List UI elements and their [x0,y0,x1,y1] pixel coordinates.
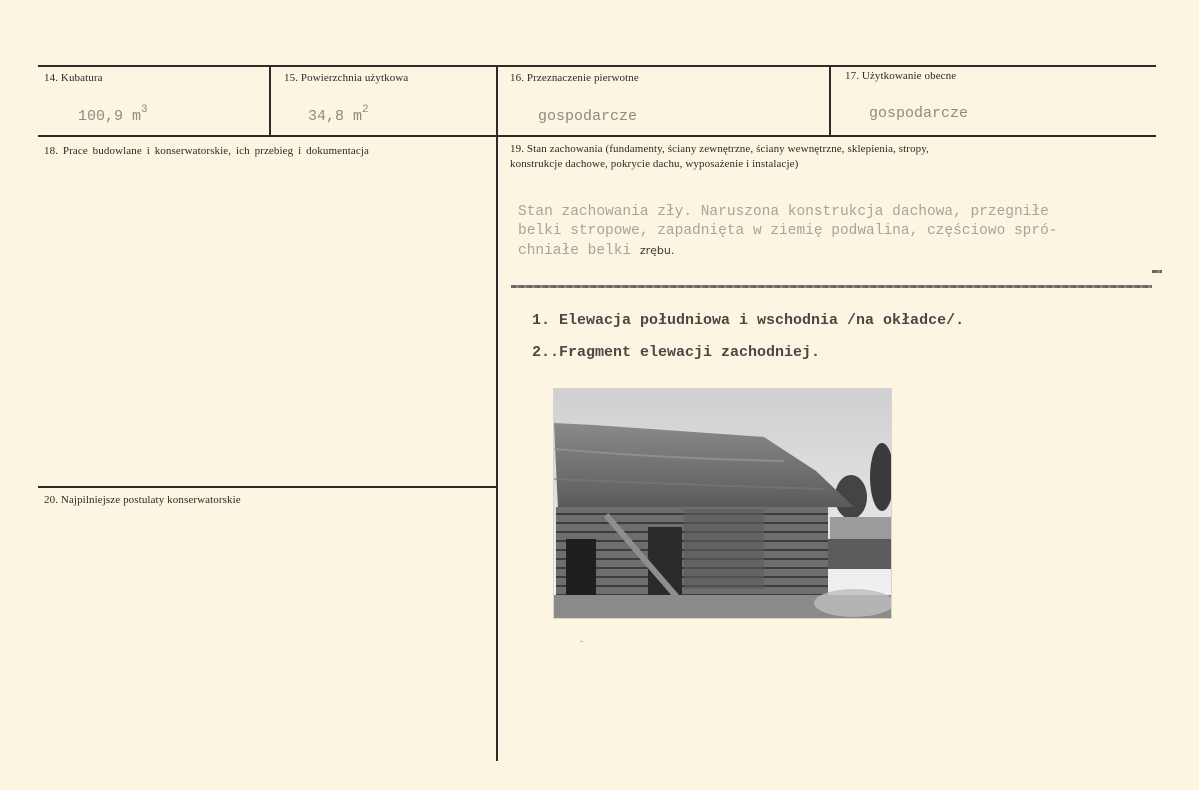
typed-margin-mark [1152,270,1162,273]
field-16-label: 16. Przeznaczenie pierwotne [510,72,639,84]
field-20-label: 20. Najpilniejsze postulaty konserwatorskie [44,494,241,506]
field-15-unit-sup: 2 [362,104,369,116]
photo-caption-1: 1. Elewacja południowa i wschodnia /na okładce/. [532,312,965,329]
field-14-value-text: 100,9 m [78,108,142,125]
field-15-value-text: 34,8 m [308,108,363,125]
field-19-label-line2: konstrukcje dachowe, pokrycie dachu, wyposażenie i instalacje) [510,158,799,170]
photo-caption-2: 2..Fragment elewacji zachodniej. [532,344,821,361]
field-19-label-line1: 19. Stan zachowania (fundamenty, ściany zewnętrzne, ściany wewnętrzne, sklepienia, stropy, [510,143,930,155]
handwritten-correction: zrębu. [639,244,675,257]
field-14-unit-sup: 3 [141,104,148,116]
condition-line-3 [518,241,1058,261]
field-14-label: 14. Kubatura [44,72,103,84]
field-15-value [308,104,369,125]
row18-bottom-rule [38,486,496,488]
top-rule [38,65,1156,67]
field-18-label: 18. Prace budowlane i konserwatorskie, ich przebieg i dokumentacja [44,145,369,157]
condition-line-2: belki stropowe, zapadnięta w ziemię podwalina, częściowo spró- [518,223,1058,239]
field-17-value: gospodarcze [869,105,969,122]
divider-16-17 [829,66,831,136]
field-14-value [78,104,148,125]
main-vertical-divider [496,66,498,761]
photo-drawing [554,389,891,618]
field-17-label: 17. Użytkowanie obecne [845,70,957,82]
typed-separator-line [511,285,1152,288]
building-photograph [554,389,891,618]
stray-mark: ˇ [580,640,584,651]
condition-line-3-text: chniałe belki [518,243,632,259]
condition-line-1: Stan zachowania zły. Naruszona konstrukcja dachowa, przegniłe [518,204,1049,220]
field-16-value: gospodarcze [538,108,638,125]
row1-bottom-rule [38,135,1156,137]
divider-14-15 [269,66,271,136]
field-19-condition-text [518,203,1058,261]
field-15-label: 15. Powierzchnia użytkowa [284,72,409,84]
photo-fence [824,539,891,569]
